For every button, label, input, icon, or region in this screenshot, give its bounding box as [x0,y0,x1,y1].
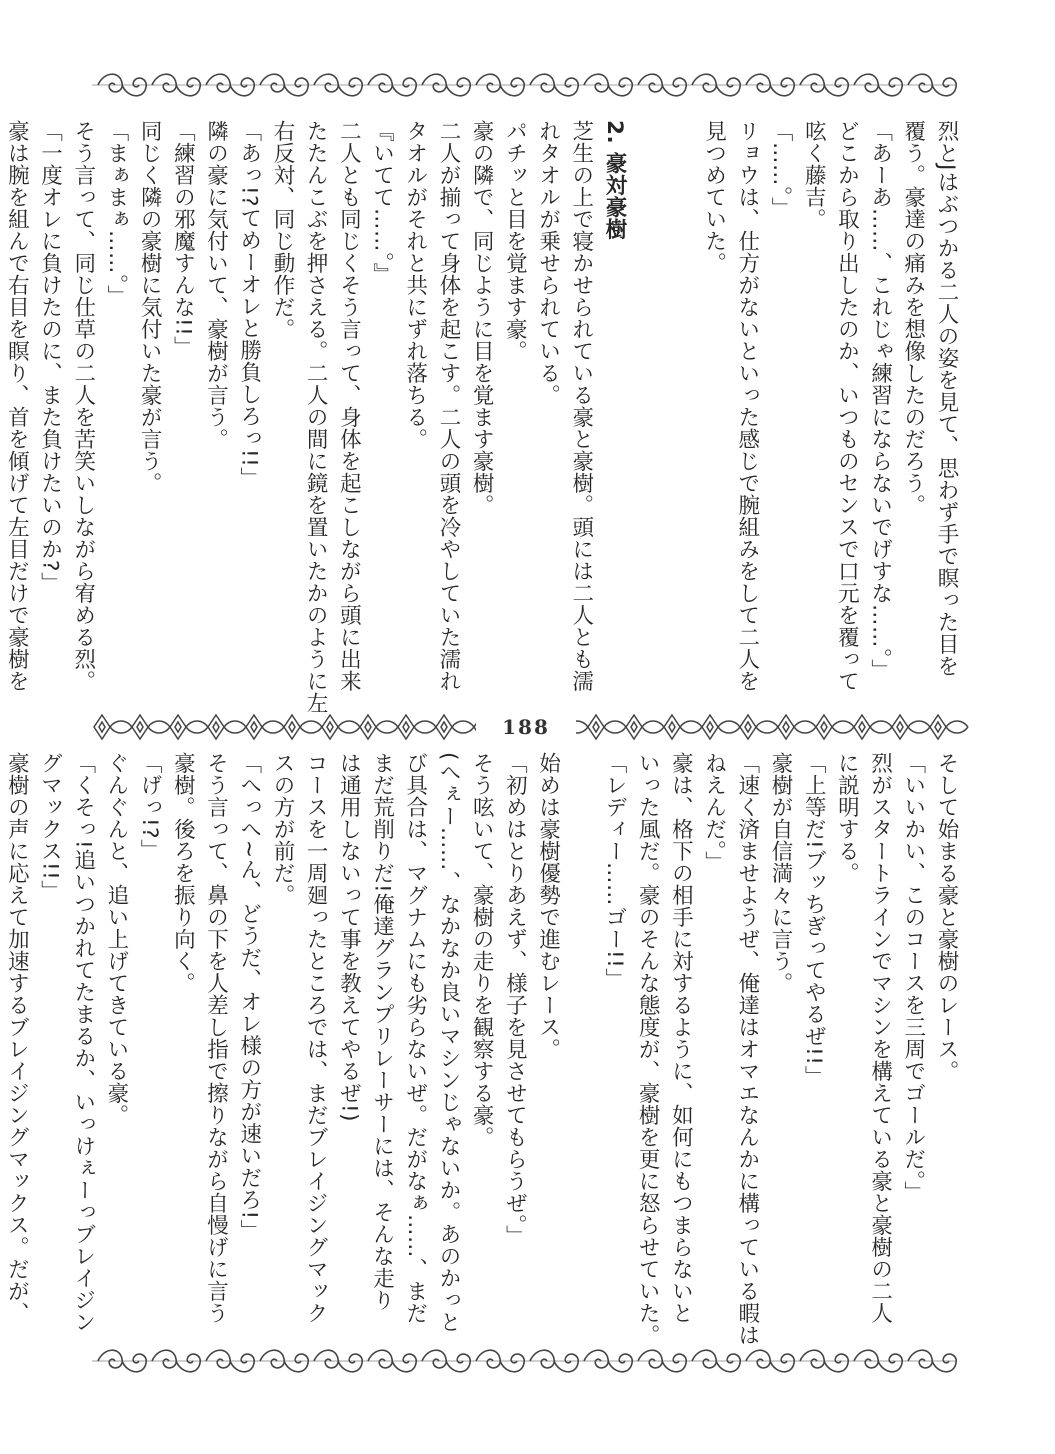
text-line: 「あっ!?てめーオレと勝負しろっ!!」 [236,120,262,490]
text-line: 「まぁまぁ……。」 [103,120,129,308]
text-line: 豪は、格下の相手に対するように、如何にもつまらないと [668,752,694,1324]
text-line: たたんこぶを押さえる。二人の間に鏡を置いたかのように左 [303,120,329,714]
scroll-pattern-top [92,74,956,96]
diamond-ornament [664,715,702,739]
text-line: 「くそっ!追いつかれてたまるか、いっけぇーっブレイジン [70,752,96,1334]
text-line: 烈とJはぶつかる二人の姿を見て、思わず手で瞑った目を [934,120,959,677]
text-line: は通用しないって事を教えてやるぜ!) [336,752,362,1123]
diamond-ornament [208,715,246,739]
text-line: 二人が揃って身体を起こす。二人の頭を冷やしていた濡れ [435,120,461,692]
text-line: 豪の隣で、同じように目を覚ます豪樹。 [469,120,495,516]
text-line: ぐんぐんと、追い上げてきている豪。 [103,752,129,1126]
text-line: 「あーあ……、これじゃ練習にならないでげすな……。」 [867,120,893,682]
diamond-ornament [132,715,170,739]
text-line: 豪樹が自信満々に言う。 [767,752,793,994]
text-line: まだ荒削りだ!俺達グランプリレーサーには、そんな走り [369,752,395,1312]
diamond-ornament [284,715,322,739]
text-line: 「いいかい、このコースを三周でゴールだ。」 [900,752,926,1204]
text-line: 覆う。豪達の痛みを想像したのだろう。 [900,120,926,516]
text-line [565,752,598,1337]
page-number: 188 [476,710,576,744]
diamond-ornament [94,715,132,739]
text-line: 「速く済ませようぜ、俺達はオマエなんかに構っている暇は [734,752,760,1346]
diamond-ornament [360,715,398,739]
text-line: 「初めはとりあえず、様子を見させてもらうぜ。」 [502,752,528,1248]
text-line: スの方が前だ。 [269,752,295,906]
text-line: リョウは、仕方がないといった感じで腕組みをして二人を [734,120,760,692]
text-line: そして始まる豪と豪樹のレース。 [934,752,959,1082]
scroll-pattern-bottom [92,1350,956,1372]
text-line: 「上等だ!ブッちぎってやるぜ!!」 [801,752,827,1088]
text-line: (へぇー……、なかなか良いマシンじゃないか。あのかっと [435,752,461,1333]
text-line: 隣の豪に気付いて、豪樹が言う。 [203,120,229,450]
text-line: 「レディー……ゴー!!」 [601,752,627,991]
diamond-ornament [892,715,930,739]
diamond-ornament [170,715,208,739]
text-line: グマックス!!」 [37,752,63,903]
text-line: 『いてて……。』 [369,120,395,286]
text-line: 「練習の邪魔すんな!!」 [170,120,196,359]
text-line: 右反対、同じ動作だ。 [269,120,295,340]
text-line: 呟く藤吉。 [801,120,827,230]
diamond-ornament [816,715,854,739]
ornamental-border-top [88,62,960,108]
text-line: 同じく隣の豪樹に気付いた豪が言う。 [137,120,163,494]
text-line: 二人とも同じくそう言って、身体を起こしながら頭に出来 [336,120,362,692]
text-line [631,120,664,702]
text-line: コースを一周廻ったところでは、まだブレイジングマック [303,752,329,1324]
text-line: パチッと目を覚ます豪。 [502,120,528,362]
diamond-ornament [246,715,284,739]
text-line: 「……。」 [767,120,793,220]
diamond-ornament [778,715,816,739]
text-line: 豪は腕を組んで右目を瞑り、首を傾げて左目だけで豪樹を [4,120,30,692]
text-line: いった風だ。豪のそんな態度が、豪樹を更に怒らせていた。 [635,752,661,1346]
text-line: 始めは豪樹優勢で進むレース。 [535,752,561,1060]
diamond-ornament [626,715,664,739]
text-line: に説明する。 [834,752,860,884]
diamond-ornament [740,715,778,739]
text-block-top [4,120,963,714]
text-line: どこから取り出したのか、いつものセンスで口元を覆って [834,120,860,692]
text-line: 豪樹の声に応えて加速するブレイジングマックス。だが、 [4,752,30,1324]
text-line: 「へっへ~ん、どうだ、オレ様の方が速いだろ!」 [236,752,262,1242]
text-line: そう言って、同じ仕草の二人を苦笑いしながら宥める烈。 [70,120,96,692]
diamond-ornament [398,715,436,739]
text-line [664,120,697,702]
diamond-ornament [930,715,968,739]
diamond-ornament [588,715,626,739]
diamond-ornament [854,715,892,739]
text-line: タオルがそれと共にずれ落ちる。 [402,120,428,450]
text-line: 「げっ!?」 [137,752,163,862]
diamond-ornament [436,715,474,739]
text-line: び具合は、マグナムにも劣らないぜ。だがなぁ……、まだ [402,752,428,1324]
text-line: 豪樹。後ろを振り向く。 [170,752,196,994]
diamond-ornament [702,715,740,739]
text-line: 見つめていた。 [701,120,727,274]
diamond-ornament [322,715,360,739]
text-line: そう呟いて、豪樹の走りを観察する豪。 [469,752,495,1148]
text-line: 烈がスタートラインでマシンを構えている豪と豪樹の二人 [867,752,893,1324]
text-line: 「一度オレに負けたのに、また負けたいのか?」 [37,120,63,594]
ornamental-border-bottom [88,1336,960,1386]
text-line: そう言って、鼻の下を人差し指で擦りながら自慢げに言う [203,752,229,1324]
text-line: 2. 豪対豪樹 [601,120,627,241]
text-line: れタオルが乗せられている。 [535,120,561,406]
text-line: ねえんだ。」 [701,752,727,874]
text-line: 芝生の上で寝かせられている豪と豪樹。頭には二人とも濡 [568,120,594,692]
text-block-bottom [4,752,963,1346]
